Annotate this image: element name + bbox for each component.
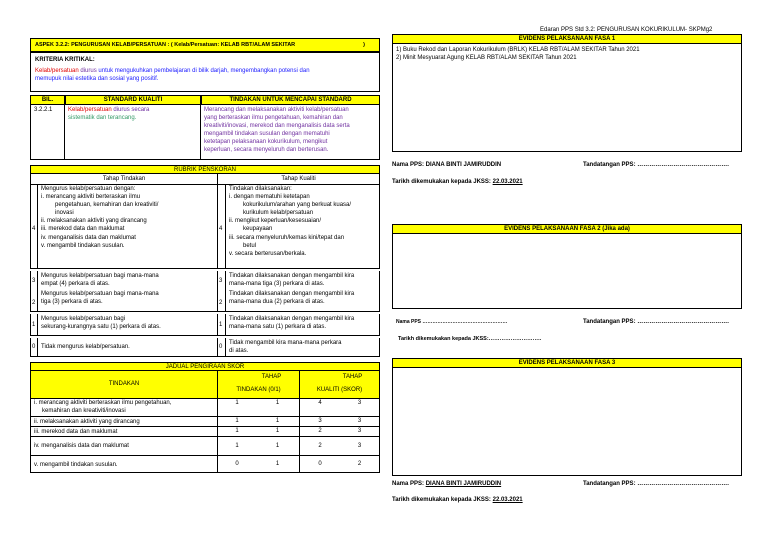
header-standard-kualiti: STANDARD KUALITI: [65, 95, 201, 105]
kriteria-text-3: untuk mengukuhkan pembelajaran di bilik darjah, mengembangkan potensi dan: [98, 68, 310, 75]
r4-left-line: iii. merekod data dan maklumat: [41, 226, 125, 233]
kriteria-text-2: diurus: [80, 68, 97, 75]
fasa3-tarikh: [392, 496, 652, 504]
r4-right-line: kurikulum kelab/persatuan: [243, 210, 314, 217]
rubrik-row4-right: [226, 185, 380, 269]
r2-right-line: Tindakan dilaksanakan dengan mengambil kira: [229, 291, 355, 298]
r4-left-line: pengetahuan, kemahiran dan kreativiti/: [55, 202, 159, 209]
rubrik-score-3-left: 3: [32, 278, 36, 284]
fasa3-tarikh-value: 22.03.2021: [492, 497, 523, 503]
fasa1-box: [392, 44, 742, 152]
fasa1-item: 1) Buku Rekod dan Laporan Kokurikulum (BRLK) KELAB RBT/ALAM SEKITAR Tahun 2021: [396, 47, 640, 53]
r3-right-line: mana-mana tiga (3) perkara di atas.: [229, 281, 325, 288]
rubrik-score-cell: [218, 185, 226, 269]
sk-text-line2: sistematik dan terancang.: [68, 115, 137, 122]
r4-left-line: Mengurus kelab/persatuan dengan:: [41, 186, 136, 192]
rubrik-row32-left: [38, 271, 218, 312]
jadual-row-label: iv. menganalisis data dan maklumat: [30, 437, 218, 456]
r4-left-line: i. merancang aktiviti berteraskan ilmu: [41, 194, 141, 201]
r4-right-line: v. secara berterusan/berkala.: [229, 250, 307, 257]
jadual-cell-a: 1: [218, 399, 256, 417]
fasa2-tarikh: Tarikh dikemukakan kepada JKSS:………………………..: [398, 336, 542, 342]
jadual-col-tahap-tindakan: [218, 371, 300, 399]
rubrik-score-cell: [218, 271, 226, 312]
r2-left-line: tiga (3) perkara di atas.: [41, 299, 103, 306]
jadual-col-tahap-kualiti-2: KUALITI (SKOR): [316, 387, 363, 394]
rubrik-score-0-left: 0: [32, 344, 36, 350]
rubrik-score-2-right: 2: [219, 300, 223, 306]
rubrik-score-4-left: 4: [32, 226, 36, 232]
fasa1-tarikh-label: Tarikh dikemukakan kepada JKSS:: [392, 179, 491, 185]
r4-right-line: ii. mengikut keperluan/kesesuaian/: [229, 218, 322, 225]
rubrik-title: RUBRIK PENSKORAN: [30, 165, 380, 174]
aspek-title-bar: [30, 38, 380, 52]
rubrik-score-2-left: 2: [32, 300, 36, 306]
rubrik-row1-right: [226, 314, 380, 336]
jadual-cell-a: 1: [218, 427, 256, 437]
rubrik-score-1-right: 1: [219, 322, 223, 328]
r1-right-line: Tindakan dilaksanakan dengan mengambil kira: [229, 316, 355, 322]
r1-left-line: Mengurus kelab/persatuan bagi: [41, 316, 126, 322]
fasa2-nama: Nama PPS ……………………………………………: [396, 319, 508, 325]
jadual-row-text: kemahiran dan kreativiti/inovasi: [42, 408, 126, 415]
rubrik-col-tindakan: Tahap Tindakan: [30, 174, 218, 185]
tindakan-line-2: yang berteraskan ilmu pengetahuan, kemahiran dan: [204, 115, 343, 122]
bil-cell: 3.2.2.1: [30, 105, 65, 160]
jadual-cell-a: 1: [218, 437, 256, 456]
jadual-cell-c: 2: [300, 437, 340, 456]
jadual-cell-d: 2: [340, 456, 380, 473]
aspek-close-paren: ): [363, 42, 365, 48]
rubrik-score-cell: [30, 338, 38, 357]
jadual-col-tahap-kualiti-1: TAHAP: [342, 374, 363, 380]
r4-left-line: ii. melaksanakan aktiviti yang dirancang: [41, 218, 147, 225]
r2-left-line: Mengurus kelab/persatuan bagi mana-mana: [41, 291, 159, 298]
rubrik-score-cell: [218, 338, 226, 357]
jadual-col-tahap-tindakan-2: TINDAKAN (0/1): [236, 387, 281, 394]
page-header: Edaran PPS Std 3.2: PENGURUSAN KOKURIKULUM- SKPMg2: [540, 27, 713, 33]
tindakan-line-1: Merancang dan melaksanakan aktiviti kelab/persatuan: [204, 107, 349, 113]
r4-right-line: betul: [243, 242, 257, 249]
fasa1-nama: Nama PPS: DIANA BINTI JAMIRUDDIN: [392, 162, 502, 168]
fasa1-item: 2) Minit Mesyuarat Agung KELAB RBT/ALAM SEKITAR Tahun 2021: [396, 55, 577, 62]
kriteria-box: [30, 52, 380, 92]
rubrik-score-cell: [218, 314, 226, 336]
fasa3-nama-value: DIANA BINTI JAMIRUDDIN: [425, 481, 502, 487]
jadual-row-label: iii. merekod data dan maklumat: [30, 427, 218, 437]
kriteria-heading: KRITERIA KRITIKAL:: [35, 57, 95, 63]
jadual-cell-d: 3: [340, 417, 380, 427]
r4-right-line: Tindakan dilaksanakan:: [229, 186, 292, 192]
aspek-title: ASPEK 3.2.2: PENGURUSAN KELAB/PERSATUAN : ( Kelab/Persatuan: KELAB RBT/ALAM SEKITAR: [35, 42, 296, 48]
sk-text-2: diurus secara: [113, 107, 150, 113]
jadual-cell-d: 3: [340, 399, 380, 417]
jadual-cell-b: 1: [256, 417, 300, 427]
rubrik-row0-left: Tidak mengurus kelab/persatuan.: [38, 338, 218, 357]
jadual-row-label: ii. melaksanakan aktiviti yang dirancang: [30, 417, 218, 427]
rubrik-score-cell: [30, 314, 38, 336]
fasa1-title: EVIDENS PELAKSANAAN FASA 1: [392, 34, 742, 44]
jadual-col-tahap-kualiti: [300, 371, 380, 399]
fasa2-tandatangan: Tandatangan PPS: ……………………………………….: [583, 319, 729, 325]
jadual-cell-c: 3: [300, 417, 340, 427]
fasa3-title: EVIDENS PELAKSANAAN FASA 3: [392, 358, 742, 368]
rubrik-score-cell: [30, 271, 38, 312]
rubrik-score-0-right: 0: [219, 344, 223, 350]
r3-left-line: Mengurus kelab/persatuan bagi mana-mana: [41, 273, 159, 279]
kriteria-text-1: Kelab/persatuan: [35, 68, 79, 75]
jadual-cell-b: 1: [256, 437, 300, 456]
rubrik-row4-left: [38, 185, 218, 269]
jadual-row-label: [30, 399, 218, 417]
fasa2-box: [392, 234, 742, 309]
fasa3-tarikh-label: Tarikh dikemukakan kepada JKSS:: [392, 497, 491, 503]
kriteria-text-line2: memupuk nilai estetika dan sosial yang positif.: [35, 76, 159, 83]
jadual-cell-d: 3: [340, 427, 380, 437]
r0-right-line: Tidak mengambil kira mana-mana perkara: [229, 340, 342, 346]
r4-left-line: v. mengambil tindakan susulan.: [41, 242, 125, 249]
r4-left-line: inovasi: [55, 210, 74, 217]
rubrik-score-3-right: 3: [219, 278, 223, 284]
tindakan-line-5: ketetapan pelaksanaan kokurikulum, mengikut: [204, 139, 328, 146]
jadual-cell-c: 2: [300, 427, 340, 437]
standard-kualiti-cell: [65, 105, 201, 160]
jadual-cell-c: 4: [300, 399, 340, 417]
jadual-cell-d: 3: [340, 437, 380, 456]
header-bil: BIL.: [30, 95, 65, 105]
rubrik-row1-left: [38, 314, 218, 336]
rubrik-row32-right: [226, 271, 380, 312]
r4-right-line: kokurikulum/arahan yang berkuat kuasa/: [243, 202, 352, 209]
rubrik-score-cell: [30, 185, 38, 269]
jadual-cell-a: 0: [218, 456, 256, 473]
sk-text-1: Kelab/persatuan: [68, 107, 112, 113]
r4-right-line: keupayaan: [243, 226, 273, 233]
r3-right-line: Tindakan dilaksanakan dengan mengambil kira: [229, 273, 355, 279]
tindakan-cell: [201, 105, 380, 160]
r0-right-line: di atas.: [229, 348, 249, 355]
r3-left-line: empat (4) perkara di atas.: [41, 281, 110, 288]
header-tindakan: TINDAKAN UNTUK MENCAPAI STANDARD: [201, 95, 380, 105]
fasa3-nama-label: Nama PPS:: [392, 481, 425, 487]
fasa2-title: EVIDENS PELAKSANAAN FASA 2 (Jika ada): [392, 224, 742, 234]
r4-right-line: iii. secara menyeluruh/kemas kini/tepat dan: [229, 234, 345, 241]
r4-right-line: i. dengan mematuhi ketetapan: [229, 194, 310, 201]
jadual-cell-a: 1: [218, 417, 256, 427]
jadual-col-tindakan: TINDAKAN: [30, 371, 218, 399]
jadual-title: JADUAL PENGIRAAN SKOR: [30, 362, 380, 371]
r4-left-line: iv. menganalisis data dan maklumat: [41, 234, 136, 241]
r1-right-line: mana-mana satu (1) perkara di atas.: [229, 324, 327, 331]
fasa3-tandatangan: Tandatangan PPS: ……………………………………….: [583, 481, 729, 487]
rubrik-score-4-right: 4: [219, 226, 223, 232]
r2-right-line: mana-mana dua (2) perkara di atas.: [229, 299, 325, 306]
tindakan-line-6: keperluan, secara menyeluruh dan berterusan.: [204, 147, 329, 154]
fasa1-tarikh-value: 22.03.2021: [492, 179, 523, 185]
tindakan-line-4: mengambil tindakan susulan dengan mematuhi: [204, 131, 330, 138]
rubrik-col-kualiti: Tahap Kualiti: [218, 174, 380, 185]
rubrik-score-1-left: 1: [32, 322, 36, 328]
jadual-cell-b: 1: [256, 427, 300, 437]
rubrik-row0-right: [226, 338, 380, 357]
fasa1-tandatangan: Tandatangan PPS: ……………………………………….: [583, 162, 729, 168]
jadual-cell-c: 0: [300, 456, 340, 473]
jadual-cell-b: 1: [256, 456, 300, 473]
fasa1-tarikh: [392, 178, 652, 186]
jadual-col-tahap-tindakan-1: TAHAP: [261, 374, 282, 380]
tindakan-line-3: kreativiti/inovasi, merekod dan menganalisis data serta: [204, 123, 350, 130]
jadual-row-text: i. merancang aktiviti berteraskan ilmu pengetahuan,: [34, 400, 172, 406]
jadual-row-label: v. mengambil tindakan susulan.: [30, 456, 218, 473]
jadual-cell-b: 1: [256, 399, 300, 417]
r1-left-line: sekurang-kurangnya satu (1) perkara di atas.: [41, 324, 161, 331]
fasa3-nama: [392, 480, 592, 488]
fasa3-box: [392, 368, 742, 476]
